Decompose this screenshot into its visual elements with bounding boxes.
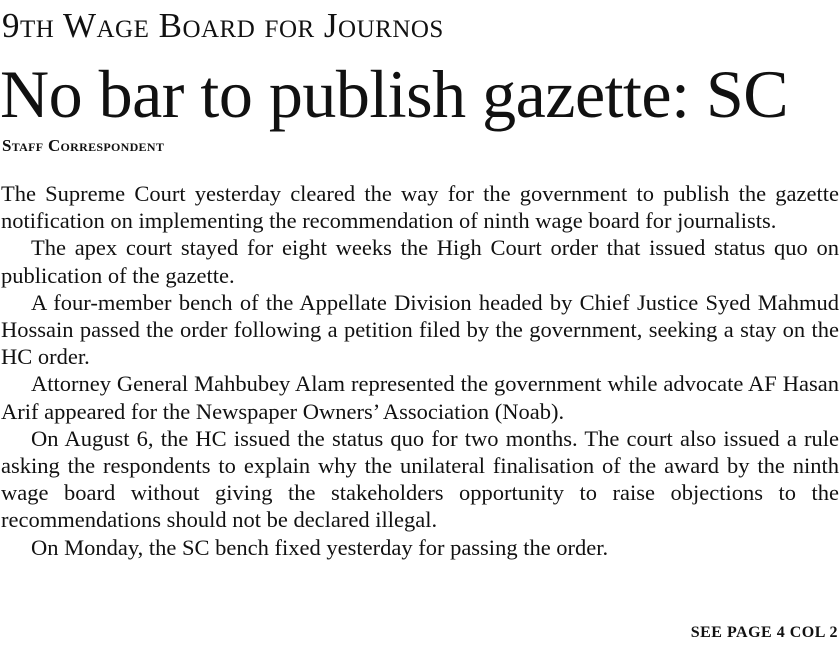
- article-body: [1, 180, 839, 561]
- kicker: 9th Wage Board for Journos: [2, 6, 444, 45]
- paragraph: Attorney General Mahbubey Alam represented the government while advocate AF Hasan Arif appeared for the Newspaper Owners’ Association (Noab).: [1, 371, 839, 424]
- paragraph: On August 6, the HC issued the status quo for two months. The court also issued a rule asking the respondents to explain why the unilateral finalisation of the award by the ninth wage board without giving the stakeholders opportunity to raise objections to the recommendations should not be declared illegal.: [1, 425, 839, 533]
- paragraph: The apex court stayed for eight weeks the High Court order that issued status quo on publication of the gazette.: [1, 235, 839, 288]
- paragraph: The Supreme Court yesterday cleared the way for the government to publish the gazette notification on implementing the recommendation of ninth wage board for journalists.: [1, 181, 839, 234]
- headline: No bar to publish gazette: SC: [0, 56, 789, 132]
- paragraph: A four-member bench of the Appellate Division headed by Chief Justice Syed Mahmud Hossain passed the order following a petition filed by the government, seeking a stay on the HC order.: [1, 289, 839, 370]
- byline: Staff Correspondent: [2, 136, 165, 155]
- continuation-note: SEE PAGE 4 COL 2: [690, 624, 838, 641]
- paragraph: On Monday, the SC bench fixed yesterday for passing the order.: [31, 534, 609, 560]
